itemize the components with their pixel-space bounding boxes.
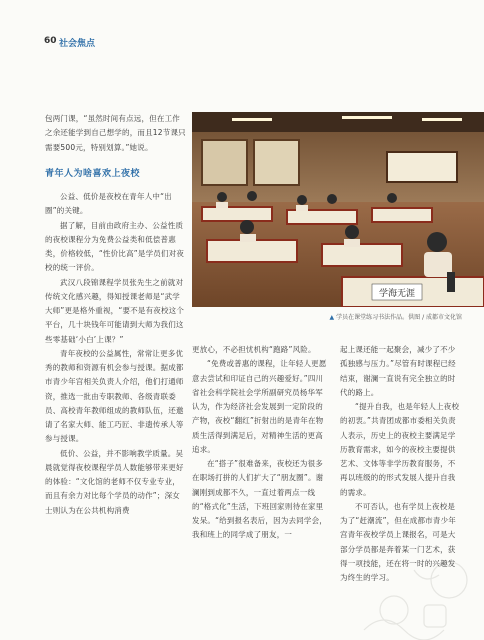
caption-text: 学员在课堂练习书法作品。供图 / 成都市文化馆 (336, 314, 462, 321)
paragraph: “提升自我，也是年轻人上夜校的初衷。”共青团成都市委相关负责人表示，历史上的夜校主要满足学历教育需求，如今的夜校主要提供艺术、文体等非学历教育服务，不再以班级的的形式发展人提升自我的需求。 (340, 402, 460, 497)
paragraph: 低价、公益，并不影响教学质量。吴晨就觉得夜校课程学员人数能够带来更好的体验：“文化馆的老师不仅专业专业，而且有余力对比每个学员的动作”；深女士则认为在公共机构消费 (45, 448, 184, 515)
article-column-2 (192, 343, 330, 543)
article-photo (192, 112, 484, 307)
calligraphy-classroom-photo (192, 112, 484, 307)
photo-caption (330, 312, 462, 321)
section-title: 社会焦点 (59, 39, 96, 49)
paragraph: 武汉八段锦课程学员张先生之前就对传统文化感兴趣，得知授课老师是“武学大师”更是格外重视，“要不是有夜校这个平台，几十块钱年可能请到大师为我们这些零基础‘小白’上课？” (45, 277, 185, 344)
page-number: 60 (44, 36, 57, 46)
paragraph: 青年夜校的公益属性，常常让更多优秀的教师和资源有机会参与授课。据成都市青少年宫相关负责人介绍，他们打通师资，推选一批由专职教师、各级青联委员、高校青年教师组成的教师队伍，还邀请了名家大师、能工巧匠、非遗传承人等参与授课。 (45, 348, 184, 444)
paragraph: 在“搭子”很难备来，夜校还为很多在职场打拼的人们扩大了“朋友圈”。谢澜刚到成都不久，一直过着两点一线的“格式化”生活，下班回家则待在家里发呆。“给到报名表后，因为去同学会，我和班上的同学成了朋友，一 (192, 459, 327, 540)
paragraph: 包两门课，“虽然时间有点远，但在工作之余还能学到自己想学的，而且12节课只需要500元，特别划算。”她说。 (45, 114, 186, 152)
paragraph: 不可否认，也有学员上夜校是为了“赶潮流”，但在成都市青少年宫青年夜校学员上课报名，可是大部分学员都是奔着某一门艺术，获得一项技能，还在将一时的兴趣发为终生的学习。 (340, 501, 456, 582)
subheading: 青年人为啥喜欢上夜校 (45, 168, 141, 179)
page-header (0, 0, 484, 52)
artwork-text: 学海无涯 (378, 289, 416, 299)
paragraph: 据了解，目前由政府主办、公益性质的夜校课程分为免费公益类和低偿普惠类，价格较低，“性价比高”是学员们对夜校的统一评价。 (45, 220, 185, 273)
triangle-icon: ▲ (329, 314, 335, 321)
paragraph: 更放心，不必担忧机构“跑路”风险。 (192, 345, 316, 354)
paragraph: “免费或普惠的课程，让年轻人更愿意去尝试和印证自己的兴趣爱好。”四川省社会科学院社会学所副研究员杨华军认为，作为经济社会发展到一定阶段的产物，夜校“翻红”折射出的是青年在物质生活得到满足后，对精神生活的更高追求。 (192, 359, 327, 454)
paragraph: 公益、低价是夜校在青年人中“出圈”的关键。 (45, 192, 172, 216)
paragraph: 起上课还能一起聚会，减少了不少孤独感与压力。”尽管有时课程已经结束，谢澜一直说有完全独立的时代的路上。 (340, 345, 456, 397)
article-column-1 (45, 112, 186, 518)
article-column-3 (340, 343, 462, 585)
